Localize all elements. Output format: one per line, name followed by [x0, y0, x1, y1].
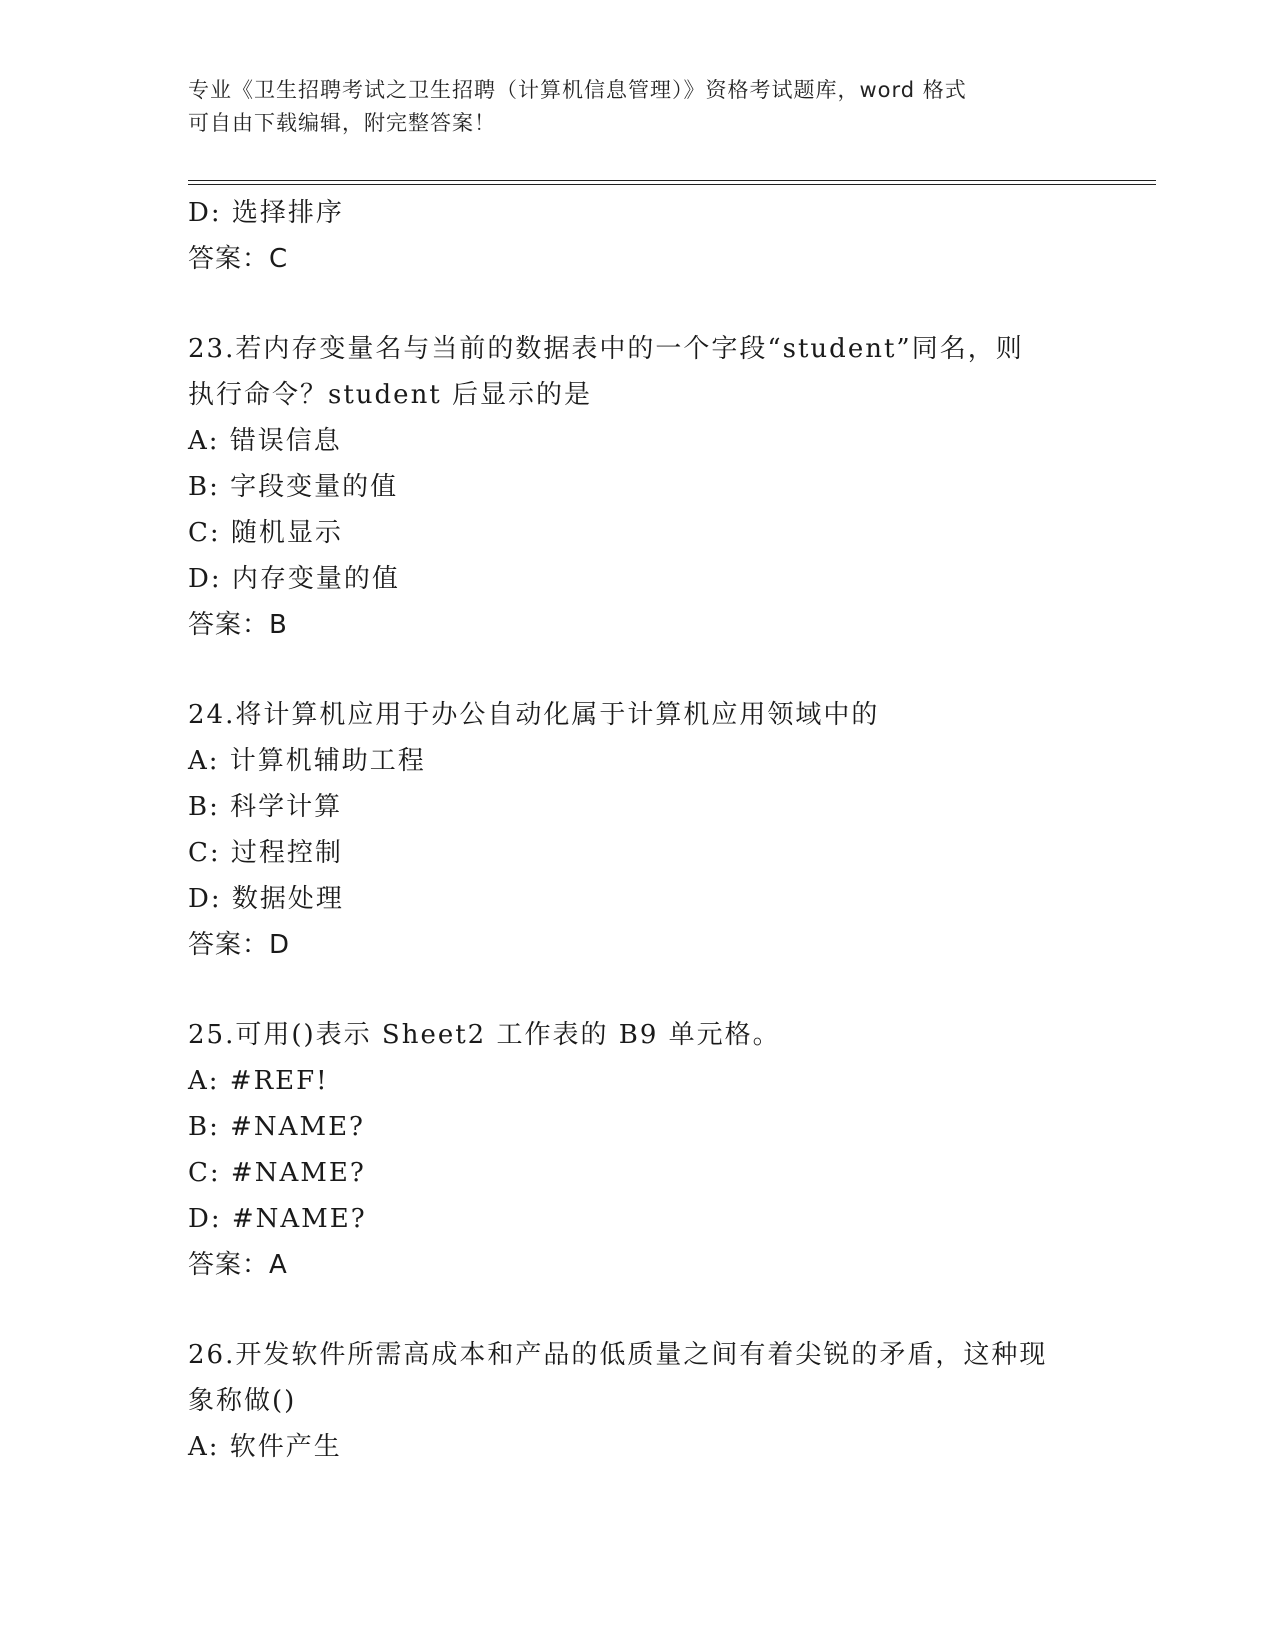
option-b: B: 字段变量的值 — [188, 472, 399, 502]
document-header — [188, 74, 1088, 140]
question-24 — [188, 692, 1088, 968]
question-25 — [188, 1012, 1088, 1288]
option-d: D: #NAME? — [188, 1204, 367, 1234]
option-c: C: #NAME? — [188, 1158, 366, 1188]
question-26 — [188, 1332, 1088, 1470]
question-text-line-1: 23.若内存变量名与当前的数据表中的一个字段“student”同名，则 — [188, 334, 1024, 364]
header-divider-bottom — [188, 184, 1156, 185]
answer-line: 答案：B — [188, 610, 288, 640]
answer-line: 答案：D — [188, 930, 291, 960]
option-d: D: 选择排序 — [188, 198, 344, 228]
option-a: A: 软件产生 — [188, 1432, 342, 1462]
option-a: A: 计算机辅助工程 — [188, 746, 426, 776]
question-text-line-1: 25.可用()表示 Sheet2 工作表的 B9 单元格。 — [188, 1020, 781, 1050]
header-divider-top — [188, 180, 1156, 181]
header-line-2: 可自由下载编辑，附完整答案！ — [188, 111, 496, 135]
option-b: B: 科学计算 — [188, 792, 343, 822]
option-a: A: #REF! — [188, 1066, 329, 1096]
question-23 — [188, 326, 1088, 648]
question-text-line-1: 26.开发软件所需高成本和产品的低质量之间有着尖锐的矛盾，这种现 — [188, 1340, 1048, 1370]
question-text-line-2: 象称做() — [188, 1386, 297, 1416]
option-c: C: 过程控制 — [188, 838, 343, 868]
question-text-line-2: 执行命令？student 后显示的是 — [188, 380, 593, 410]
document-body — [188, 190, 1088, 1470]
question-text-line-1: 24.将计算机应用于办公自动化属于计算机应用领域中的 — [188, 700, 880, 730]
answer-line: 答案：A — [188, 1250, 288, 1280]
option-d: D: 数据处理 — [188, 884, 344, 914]
header-line-1: 专业《卫生招聘考试之卫生招聘（计算机信息管理）》资格考试题库，word 格式 — [188, 78, 967, 102]
previous-question-tail — [188, 190, 1088, 282]
option-a: A: 错误信息 — [188, 426, 342, 456]
option-c: C: 随机显示 — [188, 518, 343, 548]
option-d: D: 内存变量的值 — [188, 564, 400, 594]
option-b: B: #NAME? — [188, 1112, 365, 1142]
answer-line: 答案：C — [188, 244, 289, 274]
